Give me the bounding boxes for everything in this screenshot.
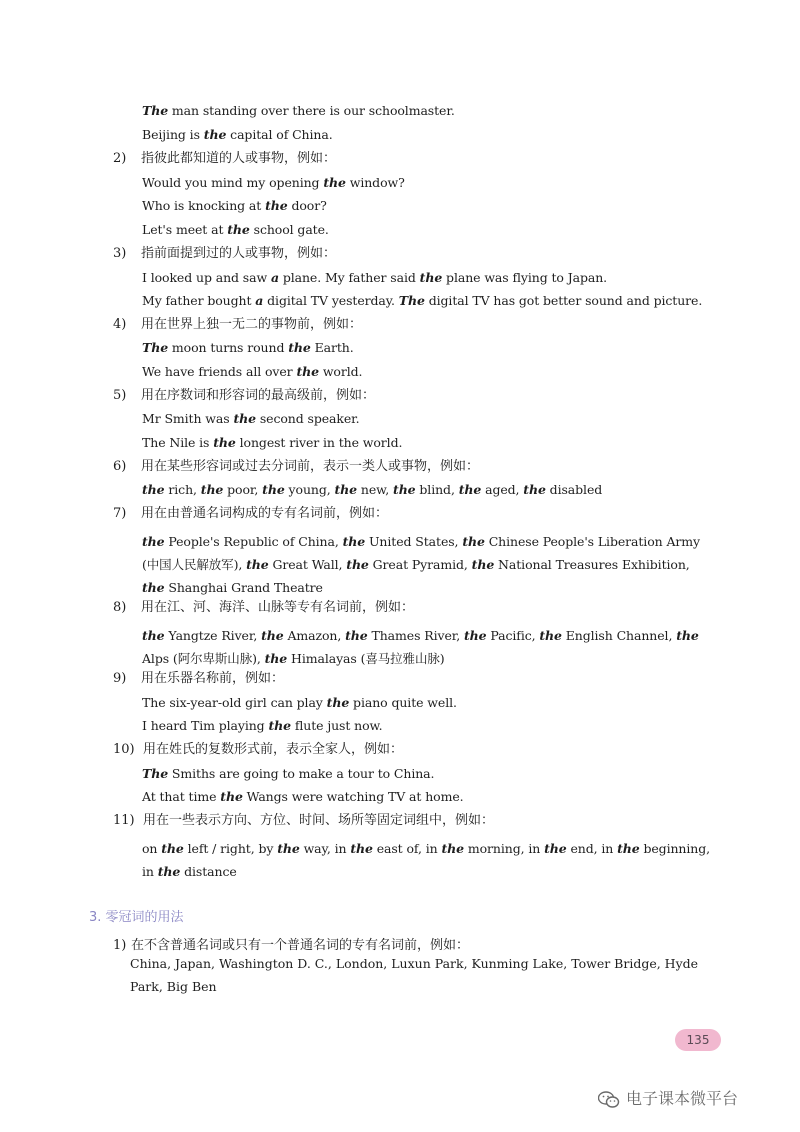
article-word: the <box>142 534 165 549</box>
example-text: The Nile is <box>142 435 214 450</box>
rule-text: 用在姓氏的复数形式前，表示全家人，例如： <box>143 742 404 757</box>
example-text: beginning, in <box>142 841 711 879</box>
article-word: the <box>161 841 184 856</box>
article-word: the <box>346 557 369 572</box>
example-text: second speaker. <box>255 411 360 426</box>
rule-line <box>113 934 469 953</box>
article-word: the <box>261 628 284 643</box>
example-text: left / right, by <box>183 841 278 856</box>
section-heading: 3. 零冠词的用法 <box>89 910 184 925</box>
example-text: blind, <box>415 482 459 497</box>
example-text: Amazon, <box>283 628 346 643</box>
rule-text: 用在序数词和形容词的最高级前，例如： <box>141 388 376 403</box>
example-text: plane. My father said <box>278 270 420 285</box>
example-line <box>142 293 702 309</box>
example-line <box>142 411 360 427</box>
example-text: We have friends all over <box>142 364 297 379</box>
example-text: piano quite well. <box>349 695 457 710</box>
page-number: 135 <box>675 1029 721 1051</box>
article-word: The <box>142 340 169 355</box>
example-text: United States, <box>365 534 463 549</box>
example-text: flute just now. <box>290 718 383 733</box>
example-text: east of, in <box>372 841 442 856</box>
article-word: the <box>265 198 288 213</box>
rule-text: 指前面提到过的人或事物，例如： <box>141 246 337 261</box>
watermark-text: 电子课本微平台 <box>626 1089 739 1108</box>
example-text: distance <box>180 864 237 879</box>
example-text: on <box>142 841 162 856</box>
rule-text: 用在由普通名词构成的专有名词前，例如： <box>141 506 389 521</box>
rule-number: 3) <box>113 246 127 261</box>
example-text: Smiths are going to make a tour to China. <box>168 766 435 781</box>
example-text: disabled <box>545 482 603 497</box>
article-word: the <box>142 580 165 595</box>
article-word: a <box>255 293 264 308</box>
example-text: English Channel, <box>561 628 677 643</box>
example-text: morning, in <box>463 841 545 856</box>
example-line <box>142 340 354 356</box>
article-word: the <box>345 628 368 643</box>
example-text: Would you mind my opening <box>142 175 324 190</box>
example-text: digital TV has got better sound and picture. <box>424 293 703 308</box>
example-text: new, <box>357 482 394 497</box>
article-word: the <box>544 841 567 856</box>
example-text: Beijing is <box>142 127 204 142</box>
example-text: Great Wall, <box>268 557 347 572</box>
example-line <box>142 222 329 238</box>
example-text: Who is knocking at <box>142 198 266 213</box>
example-text: world. <box>318 364 363 379</box>
article-word: The <box>398 293 425 308</box>
example-text: Great Pyramid, <box>368 557 472 572</box>
article-word: the <box>471 557 495 572</box>
example-text: Shanghai Grand Theatre <box>164 580 323 595</box>
rule-line <box>113 506 388 522</box>
rule-line <box>113 246 336 262</box>
rule-number: 6) <box>113 459 127 474</box>
article-word: the <box>334 482 358 497</box>
rule-line <box>113 600 414 616</box>
example-text: Let's meet at <box>142 222 228 237</box>
example-line <box>142 103 455 119</box>
rule-number: 8) <box>113 600 127 615</box>
example-text: I heard Tim playing <box>142 718 269 733</box>
article-word: the <box>617 841 640 856</box>
article-word: The <box>142 766 169 781</box>
article-word: the <box>277 841 300 856</box>
example-text: aged, <box>481 482 524 497</box>
article-word: the <box>227 222 250 237</box>
article-word: the <box>262 482 285 497</box>
rule-number: 7) <box>113 506 127 521</box>
rule-text: 在不含普通名词或只有一个普通名词的专有名词前，例如： <box>131 938 470 953</box>
article-word: the <box>350 841 373 856</box>
example-text: Wangs were watching TV at home. <box>242 789 464 804</box>
example-text: school gate. <box>249 222 329 237</box>
rule-text: 指彼此都知道的人或事物，例如： <box>141 151 337 166</box>
example-text: Thames River, <box>367 628 464 643</box>
rule-number: 1) <box>113 938 127 953</box>
example-line <box>142 766 434 782</box>
rule-number: 11) <box>113 813 135 828</box>
article-word: the <box>142 482 165 497</box>
example-text: longest river in the world. <box>235 435 403 450</box>
article-word: the <box>203 127 227 142</box>
example-line <box>142 530 712 599</box>
article-word: the <box>676 628 699 643</box>
article-word: the <box>288 340 311 355</box>
example-line <box>142 270 607 286</box>
article-word: the <box>213 435 236 450</box>
rule-number: 4) <box>113 317 127 332</box>
article-word: the <box>326 695 350 710</box>
article-word: the <box>393 482 416 497</box>
rule-line <box>113 388 375 404</box>
example-text: The six-year-old girl can play <box>142 695 327 710</box>
rule-text: 用在某些形容词或过去分词前，表示一类人或事物，例如： <box>141 459 480 474</box>
rule-line <box>113 742 403 758</box>
example-text: window? <box>345 175 405 190</box>
example-line <box>142 789 464 805</box>
example-text: digital TV yesterday. <box>263 293 399 308</box>
article-word: the <box>233 411 256 426</box>
example-line <box>142 718 383 734</box>
rule-number: 5) <box>113 388 127 403</box>
example-line <box>142 198 327 214</box>
example-line <box>142 364 362 380</box>
rule-line <box>113 151 336 167</box>
article-word: the <box>323 175 346 190</box>
example-text: rich, <box>164 482 201 497</box>
example-text: young, <box>284 482 335 497</box>
example-line <box>142 435 402 451</box>
example-line <box>142 127 333 143</box>
example-line <box>142 695 457 711</box>
watermark <box>598 1086 738 1109</box>
example-text: People's Republic of China, <box>164 534 343 549</box>
example-line <box>142 175 405 191</box>
example-text: Himalayas (喜马拉雅山脉) <box>287 651 445 666</box>
example-text: way, in <box>299 841 351 856</box>
article-word: The <box>142 103 169 118</box>
rule-text: 用在乐器名称前，例如： <box>141 671 285 686</box>
article-word: a <box>270 270 279 285</box>
example-text: My father bought <box>142 293 256 308</box>
example-text: Mr Smith was <box>142 411 234 426</box>
rule-text: 用在一些表示方向、方位、时间、场所等固定词组中，例如： <box>143 813 495 828</box>
rule-number: 9) <box>113 671 127 686</box>
article-word: the <box>523 482 546 497</box>
rule-number: 10) <box>113 742 135 757</box>
example-text: Alps (阿尔卑斯山脉), <box>142 651 265 666</box>
article-word: the <box>264 651 288 666</box>
rule-number: 2) <box>113 151 127 166</box>
example-text: National Treasures Exhibition, <box>494 557 690 572</box>
article-word: the <box>268 718 291 733</box>
example-text: Yangtze River, <box>164 628 262 643</box>
article-word: the <box>220 789 243 804</box>
article-word: the <box>200 482 224 497</box>
article-word: the <box>296 364 319 379</box>
example-line <box>142 482 602 498</box>
example-text: Pacific, <box>486 628 540 643</box>
article-word: the <box>419 270 443 285</box>
example-text: At that time <box>142 789 221 804</box>
example-text: end, in <box>566 841 618 856</box>
wechat-logo-icon <box>598 1091 620 1109</box>
example-text: Earth. <box>310 340 354 355</box>
article-word: the <box>342 534 366 549</box>
example-text: moon turns round <box>168 340 289 355</box>
rule-text: 用在世界上独一无二的事物前，例如： <box>141 317 363 332</box>
example-line: China, Japan, Washington D. C., London, Luxun Park, Kunming Lake, Tower Bridge, Hyde Park, Big Ben <box>130 956 699 994</box>
rule-line <box>113 671 284 687</box>
article-word: the <box>157 864 181 879</box>
article-word: the <box>464 628 487 643</box>
example-text: door? <box>287 198 327 213</box>
example-text: poor, <box>223 482 263 497</box>
article-word: the <box>458 482 482 497</box>
article-word: the <box>142 628 165 643</box>
example-text: plane was flying to Japan. <box>442 270 608 285</box>
article-word: the <box>246 557 269 572</box>
rule-line <box>113 459 479 475</box>
article-word: the <box>441 841 464 856</box>
rule-line <box>113 317 362 333</box>
example-text: Chinese People's Liberation Army (中国人民解放军), <box>142 534 700 572</box>
rule-text: 用在江、河、海洋、山脉等专有名词前，例如： <box>141 600 415 615</box>
article-word: the <box>539 628 562 643</box>
example-text: I looked up and saw <box>142 270 271 285</box>
rule-line <box>113 813 494 829</box>
example-text: man standing over there is our schoolmaster. <box>168 103 455 118</box>
example-text: capital of China. <box>226 127 333 142</box>
example-line <box>142 624 712 670</box>
example-line <box>142 837 712 883</box>
article-word: the <box>462 534 485 549</box>
